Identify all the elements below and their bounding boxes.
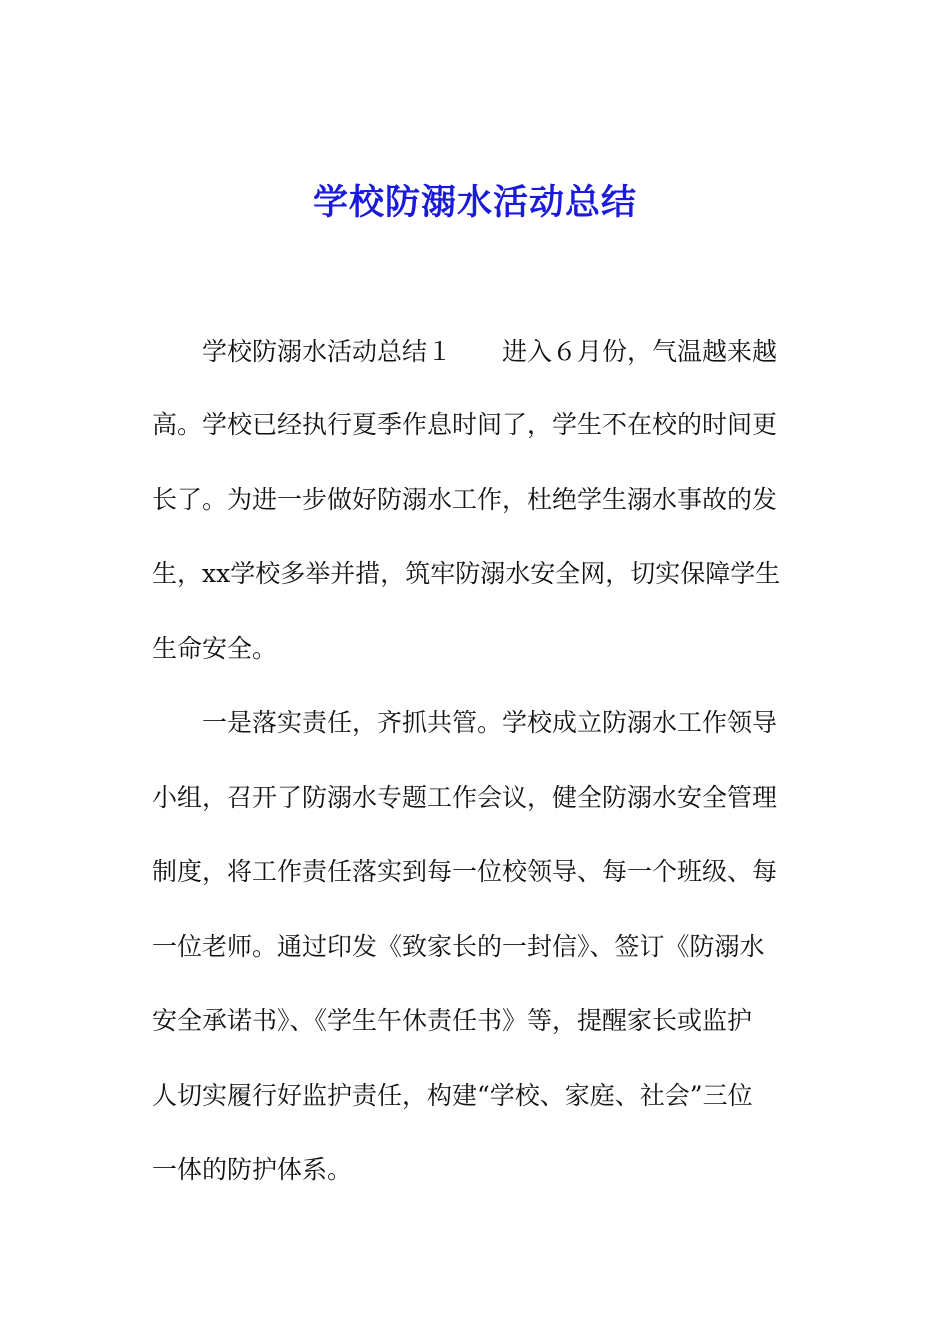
paragraph-2-line-6: 人切实履行好监护责任，构建“学校、家庭、社会”三位 [152, 1081, 753, 1110]
paragraph-1-line-4: 生，xx学校多举并措，筑牢防溺水安全网，切实保障学生 [152, 559, 781, 588]
paragraph-2-line-4: 一位老师。通过印发《致家长的一封信》、签订《防溺水 [152, 932, 765, 961]
paragraph-1-line-5: 生命安全。 [152, 634, 278, 663]
paragraph-2-line-3: 制度，将工作责任落实到每一位校领导、每一个班级、每 [152, 857, 778, 886]
paragraph-2-line-5: 安全承诺书》、《学生午休责任书》等，提醒家长或监护 [152, 1006, 753, 1035]
paragraph-1-line-3: 长了。为进一步做好防溺水工作，杜绝学生溺水事故的发 [152, 485, 778, 514]
document-title: 学校防溺水活动总结 [312, 182, 637, 223]
paragraph-2-line-1: 一是落实责任，齐抓共管。学校成立防溺水工作领导 [202, 708, 778, 737]
paragraph-2-line-2: 小组，召开了防溺水专题工作会议，健全防溺水安全管理 [152, 783, 778, 812]
paragraph-1-line-1: 学校防溺水活动总结１ 进入６月份，气温越来越 [202, 337, 778, 366]
paragraph-2-line-7: 一体的防护体系。 [152, 1155, 353, 1184]
paragraph-1-line-2: 高。学校已经执行夏季作息时间了，学生不在校的时间更 [152, 410, 778, 439]
